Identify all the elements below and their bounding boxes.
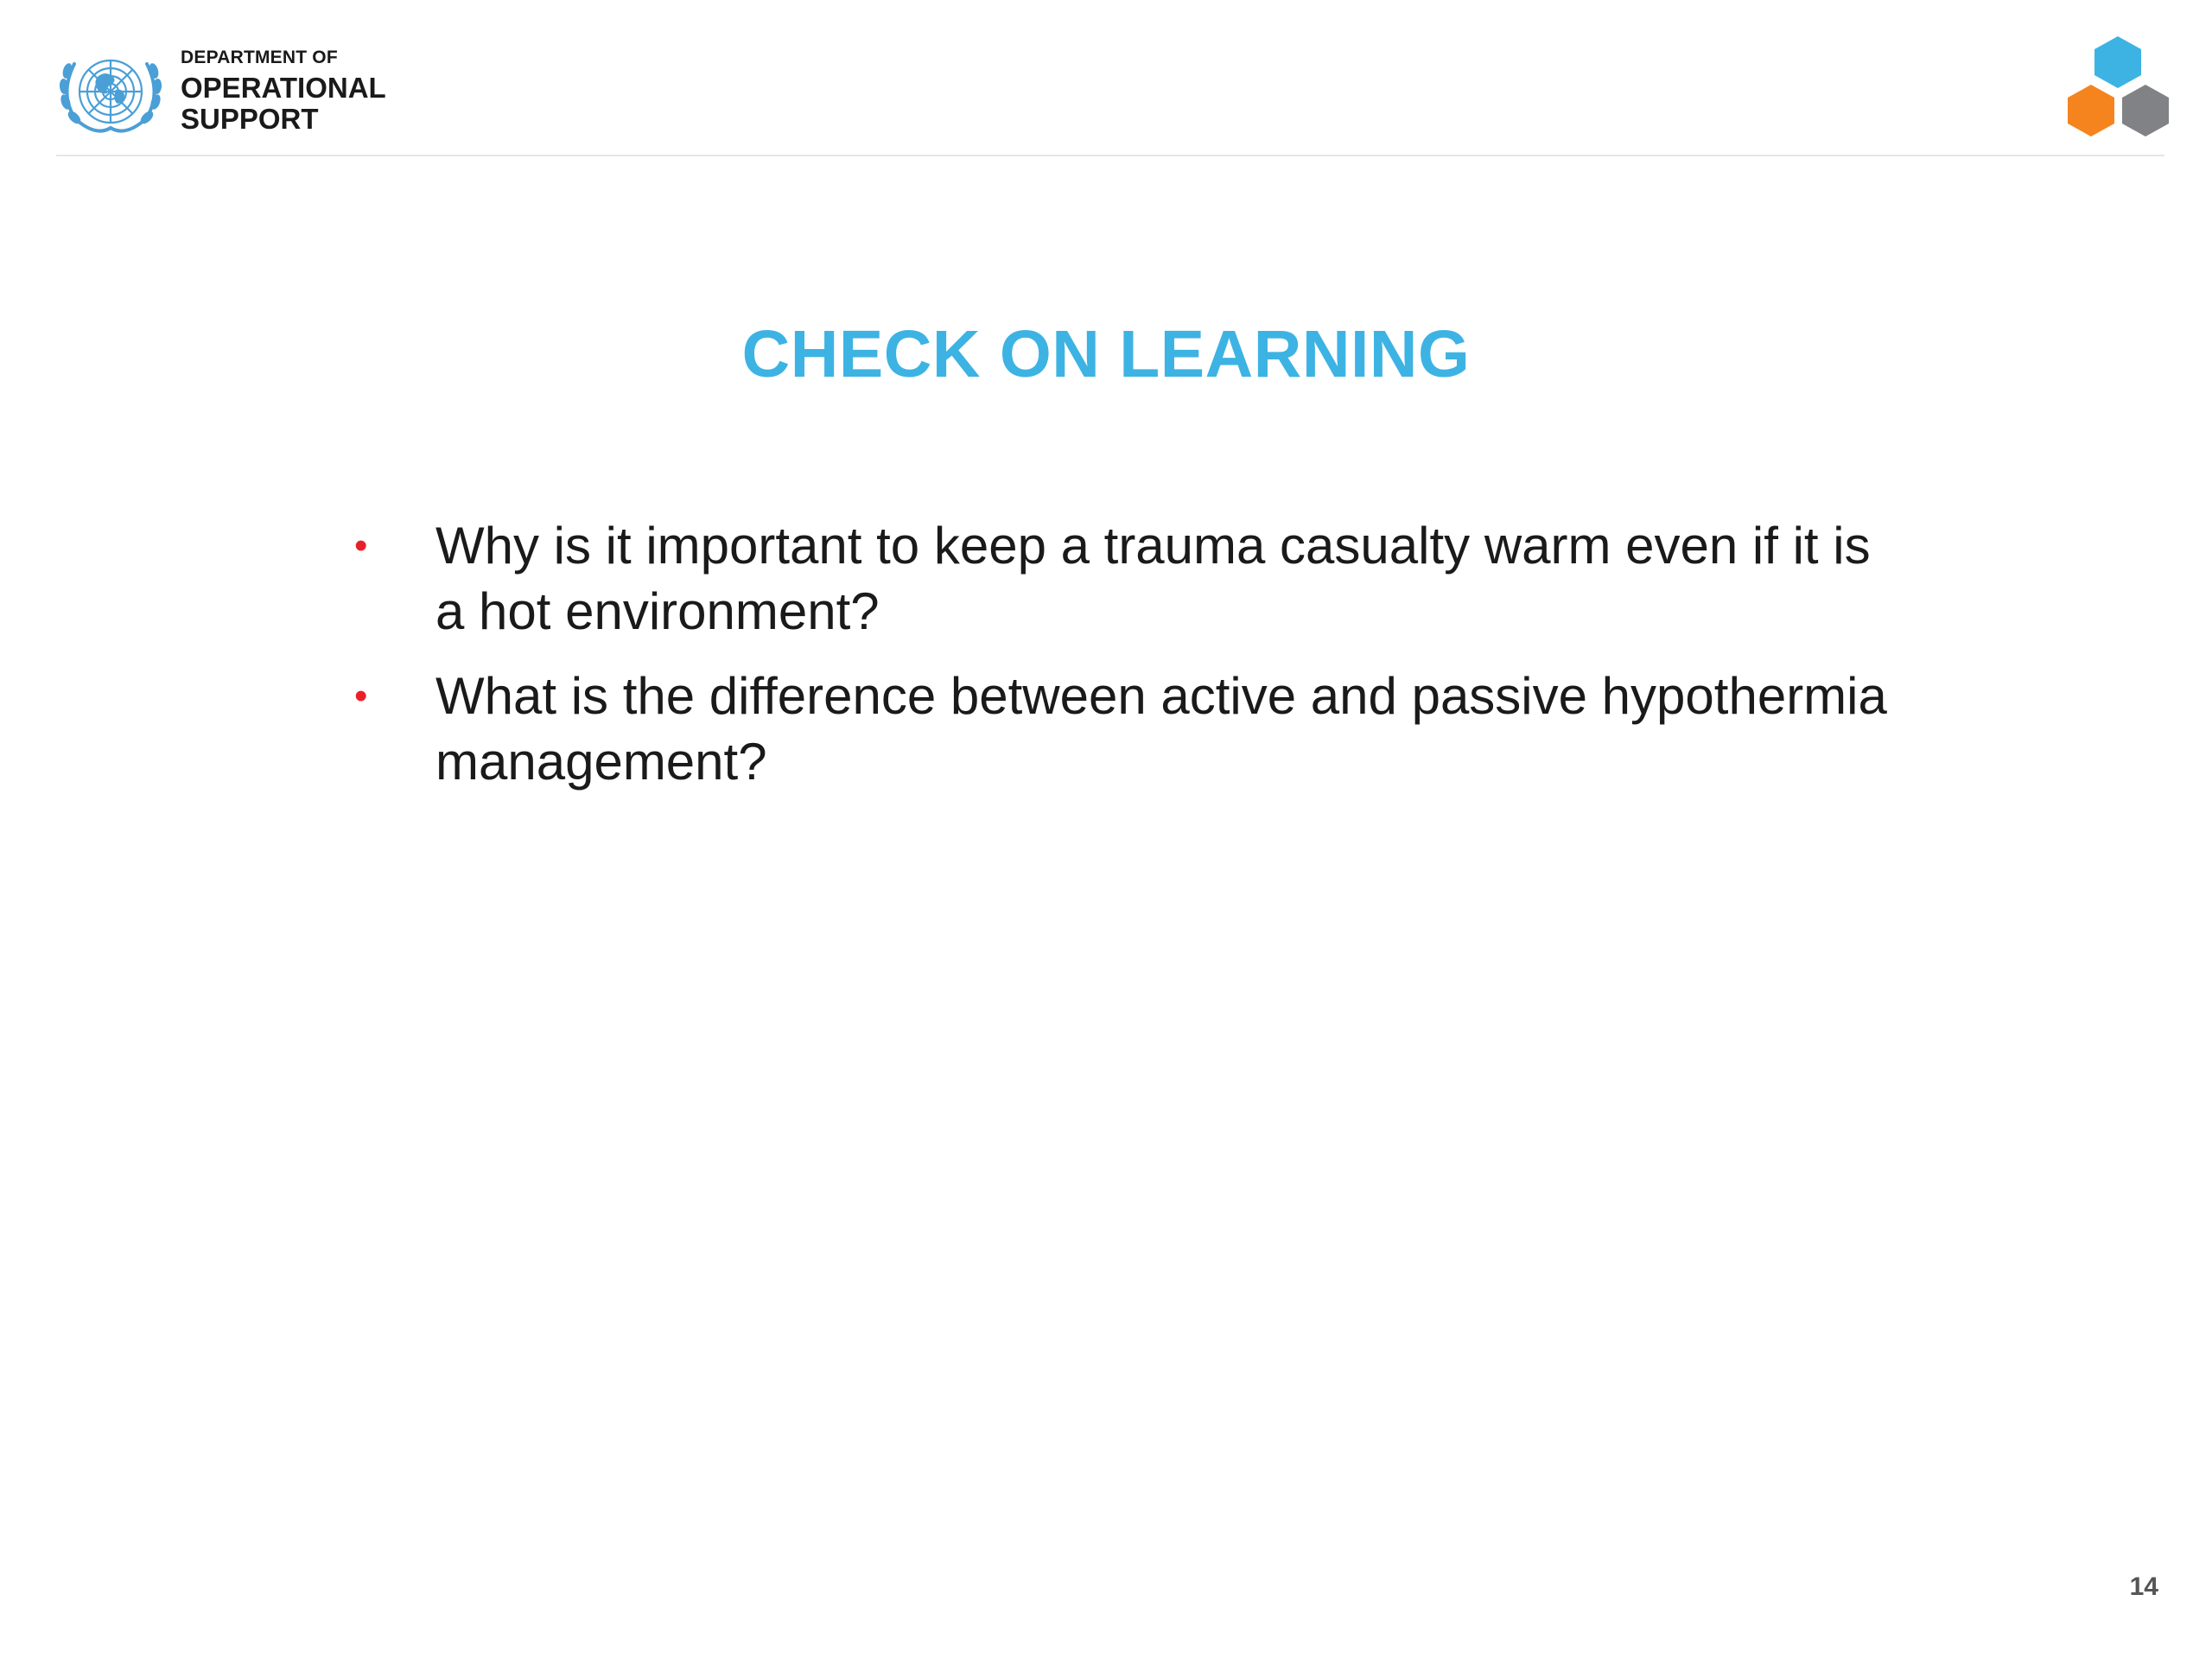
hexagon-orange xyxy=(2068,85,2114,137)
header-divider xyxy=(56,155,2164,156)
hexagon-blue xyxy=(2094,36,2141,88)
bullet-text: Why is it important to keep a trauma casualty warm even if it is a hot environment? xyxy=(435,517,1871,640)
bullet-list xyxy=(354,513,1910,814)
hexagon-logo-icon xyxy=(2063,35,2172,143)
bullet-item xyxy=(354,664,1910,795)
page-number: 14 xyxy=(2129,1572,2158,1601)
bullet-text: What is the difference between active and passive hypothermia management? xyxy=(435,667,1887,791)
department-wordmark xyxy=(181,48,386,133)
dept-line-2: OPERATIONAL xyxy=(181,72,386,104)
hexagon-gray xyxy=(2122,85,2169,137)
slide-header xyxy=(0,0,2212,164)
dept-line-3: SUPPORT xyxy=(181,103,319,135)
bullet-item xyxy=(354,513,1910,645)
bullet-icon: • xyxy=(354,524,368,567)
slide-title: CHECK ON LEARNING xyxy=(741,317,1471,391)
un-emblem-icon xyxy=(54,41,168,142)
bullet-icon: • xyxy=(354,675,368,717)
dept-line-1: DEPARTMENT OF xyxy=(181,48,338,67)
